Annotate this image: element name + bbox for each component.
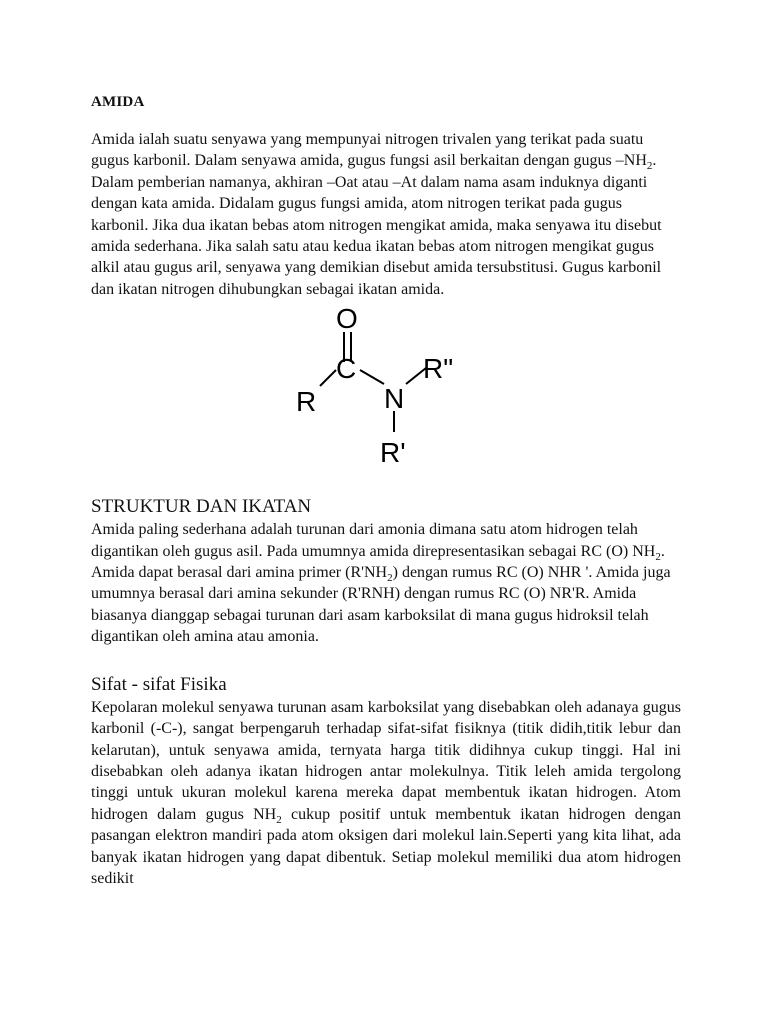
oxygen-label: O <box>336 304 358 335</box>
carbon-nitrogen-bond <box>360 370 384 384</box>
amide-structure-figure <box>91 304 681 486</box>
intro-paragraph <box>91 129 681 300</box>
structure-subscript-1: 2 <box>655 550 661 563</box>
structure-paragraph <box>91 519 681 647</box>
structure-text-2: . Amida dapat berasal dari amina primer (R'NH <box>91 542 665 582</box>
structure-text-1: Amida paling sederhana adalah turunan dari amonia dimana satu atom hidrogen telah digantikan oleh gugus asil. Pada umumnya amida direpresentasikan sebagai RC (O) NH <box>91 521 656 560</box>
intro-subscript-1: 2 <box>646 160 653 173</box>
physical-text-2: cukup positif untuk membentuk ikatan hidrogen dengan pasangan elektron mandiri pada atom oksigen dari molekul lain.Seperti yang kita lihat, ada banyak ikatan hidrogen yang dapat dibentuk. Setiap molekul memiliki dua atom hidrogen sedikit <box>91 805 681 887</box>
section-heading-structure: STRUKTUR DAN IKATAN <box>91 496 312 518</box>
document-content <box>91 94 681 889</box>
intro-text-1: Amida ialah suatu senyawa yang mempunyai nitrogen trivalen yang terikat pada suatu gugus karbonil. Dalam senyawa amida, gugus fungsi asil berkaitan dengan gugus –NH <box>91 131 647 170</box>
r-double-prime-label: R" <box>423 353 454 385</box>
physical-text-1: Kepolaran molekul senyawa turunan asam karboksilat yang disebabkan oleh adanaya gugus karbonil (-C-), sangat berpengaruh terhadap sifat-sifat fisiknya (titik didih,titik lebur dan kelarutan), untuk senyawa amida, ternyata harga titik didihnya cukup tinggi. Hal ini disebabkan oleh adanya ikatan hidrogen antar molekulnya. Titik leleh amida tergolong tinggi untuk ukuran molekul karena mereka dapat membentuk ikatan hidrogen. Atom hidrogen dalam gugus NH <box>91 698 681 823</box>
structure-text-3: ) dengan rumus RC (O) NHR '. Amida juga umumnya berasal dari amina sekunder (R'RNH) dengan rumus RC (O) NR'R. Amida biasanya dianggap sebagai turunan dari asam karboksilat di mana gugus hidroksil telah digantikan oleh amina atau amonia. <box>91 564 671 646</box>
r-carbon-bond <box>320 370 336 386</box>
r-label: R <box>296 386 317 418</box>
physical-subscript-1: 2 <box>276 813 282 826</box>
amide-structure-diagram <box>296 304 486 486</box>
r-prime-label: R' <box>380 437 406 469</box>
intro-text-2: . Dalam pemberian namanya, akhiran –Oat atau –At dalam nama asam induknya diganti dengan kata amida. Didalam gugus fungsi amida, atom nitrogen terikat pada gugus karbonil. Jika dua ikatan bebas atom nitrogen mengikat amida, maka senyawa itu disebut amida sederhana. Jika salah satu atau kedua ikatan bebas atom nitrogen mengikat gugus alkil atau gugus aril, senyawa yang demikian disebut amida tersubstitusi. Gugus karbonil dan ikatan nitrogen dihubungkan sebagai ikatan amida. <box>91 152 662 298</box>
nitrogen-label: N <box>384 383 405 415</box>
structure-subscript-2: 2 <box>387 572 393 585</box>
carbon-label: C <box>336 353 357 385</box>
section-heading-physical-properties: Sifat - sifat Fisika <box>91 673 227 695</box>
physical-properties-paragraph <box>91 697 681 890</box>
document-title: AMIDA <box>91 94 145 110</box>
